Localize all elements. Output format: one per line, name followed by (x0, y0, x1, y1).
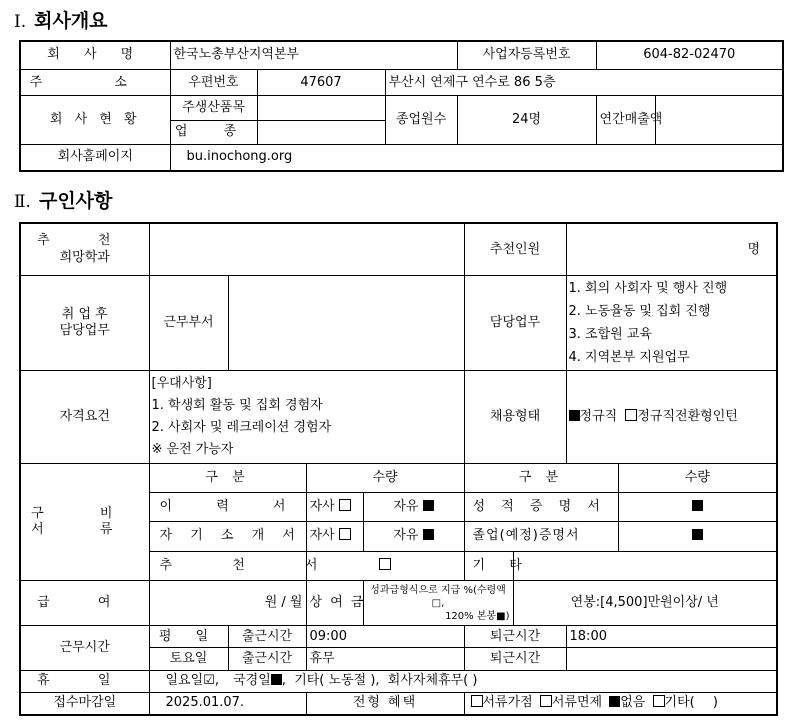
doc-resume-form-free[interactable] (363, 492, 464, 521)
industry-value[interactable] (257, 120, 385, 144)
revenue-value[interactable] (655, 96, 783, 145)
duty-item: 4. 지역본부 지원업무 (568, 350, 690, 366)
recommend-dept-label-line1: 추 천 (37, 233, 133, 249)
documents-label-line1: 구 비 (31, 506, 139, 522)
company-name-label: 회 사 명 (20, 41, 170, 69)
screening-option-none: 없음 (620, 695, 646, 711)
qualification-label: 자격요건 (20, 370, 149, 464)
section-1-number: Ⅰ. (14, 12, 27, 32)
job-duty-label-line1: 취 업 후 (61, 306, 108, 322)
postal-label: 우편번호 (170, 69, 257, 95)
checkbox-checked-icon[interactable] (609, 696, 620, 707)
doc-intro-form-free[interactable] (363, 522, 464, 551)
docs-header-division-right: 구 분 (464, 464, 618, 492)
bonus-note[interactable] (363, 581, 513, 626)
deadline-label: 접수마감일 (20, 693, 149, 715)
form-company-label: 자사 (309, 498, 335, 514)
recommend-count-unit[interactable]: 명 (566, 223, 777, 276)
bonus-label: 상 여 금 (306, 581, 363, 626)
documents-label (20, 464, 149, 581)
duty-item: 1. 회의 사회자 및 행사 진행 (568, 281, 728, 297)
doc-graduation-qty[interactable] (618, 522, 777, 551)
holiday-label: 휴 일 (20, 670, 149, 692)
duty-label: 담당업무 (464, 276, 566, 371)
doc-graduation-label: 졸업(예정)증명서 (464, 522, 618, 551)
screening-option-bonus: 서류가점 (482, 695, 533, 711)
section-2-number: Ⅱ. (14, 192, 31, 212)
dept-label: 근무부서 (149, 276, 228, 371)
checkbox-empty-icon[interactable] (625, 409, 637, 421)
checkbox-checked-icon[interactable] (423, 500, 434, 511)
employ-type-label: 채용형태 (464, 370, 566, 464)
screening-options (464, 693, 777, 715)
doc-recommend-label: 추 천 서 (149, 551, 306, 580)
checkbox-empty-icon[interactable] (471, 695, 483, 707)
screening-label: 전형 혜택 (306, 693, 464, 715)
doc-etc-label: 기 타 (464, 551, 513, 580)
duty-item: 2. 노동율동 및 집회 진행 (568, 304, 711, 320)
doc-transcript-label: 성 적 증 명 서 (464, 492, 618, 521)
saturday-end-value[interactable] (566, 648, 777, 670)
industry-label: 업 종 (170, 120, 257, 144)
saturday-start-value[interactable]: 휴무 (306, 648, 464, 670)
qualification-item: [우대사항] (151, 376, 212, 392)
section-1-title: 회사개요 (34, 10, 108, 32)
checkbox-empty-icon[interactable] (339, 528, 351, 540)
doc-intro-form-company[interactable] (306, 522, 363, 551)
main-product-label: 주생산품목 (170, 96, 257, 120)
employees-label: 종업원수 (385, 96, 457, 145)
duty-item: 3. 조합원 교육 (568, 327, 652, 343)
bonus-note-line2: 120% 본봉■) (445, 610, 510, 622)
checkbox-empty-icon[interactable] (379, 558, 391, 570)
recommend-dept-value[interactable] (149, 223, 464, 276)
salary-label: 급 여 (20, 581, 149, 626)
doc-resume-form-company[interactable] (306, 492, 363, 521)
docs-header-division-left: 구 분 (149, 464, 306, 492)
job-requirements-table (19, 222, 778, 716)
address-label: 주 소 (20, 69, 170, 95)
weekday-label: 평 일 (149, 625, 228, 647)
biz-reg-label: 사업자등록번호 (457, 41, 596, 69)
holiday-national: 국경일 (233, 673, 271, 689)
homepage-value[interactable]: bu.inochong.org (170, 145, 783, 171)
weekday-end-label: 퇴근시간 (464, 625, 566, 647)
status-label: 회 사 현 황 (20, 96, 170, 145)
worktime-label: 근무시간 (20, 625, 149, 670)
weekday-end-value[interactable]: 18:00 (566, 625, 777, 647)
documents-label-line2: 서 류 (31, 522, 139, 538)
employ-type-option-regular: 정규직 (579, 409, 618, 425)
weekday-start-value[interactable]: 09:00 (306, 625, 464, 647)
doc-intro-label: 자 기 소 개 서 (149, 522, 306, 551)
doc-etc-value[interactable] (513, 551, 777, 580)
address-value[interactable]: 부산시 연제구 연수로 86 5층 (385, 69, 783, 95)
checkbox-empty-icon[interactable] (540, 695, 552, 707)
docs-header-qty-left: 수량 (306, 464, 464, 492)
bonus-note-line1: 성과급형식으로 지급 %(수령액□, (370, 584, 506, 609)
saturday-label: 토요일 (149, 648, 228, 670)
screening-option-exempt: 서류면제 (551, 695, 603, 711)
qualification-item: ※ 운전 가능자 (151, 442, 234, 458)
revenue-label: 연간매출액 (596, 96, 655, 145)
doc-transcript-qty[interactable] (618, 492, 777, 521)
company-overview-table (19, 40, 784, 172)
section-2-heading (14, 186, 112, 213)
employ-type-option-intern: 정규직전환형인턴 (637, 409, 738, 425)
form-free-label: 자유 (393, 498, 419, 514)
section-1-heading (14, 6, 108, 33)
main-product-value[interactable] (257, 96, 385, 120)
holiday-sunday: 일요일☑, (165, 673, 219, 689)
doc-resume-label: 이 력 서 (149, 492, 306, 521)
screening-option-etc-close: ) (712, 695, 718, 711)
job-duty-label (20, 276, 149, 371)
recommend-count-label: 추천인원 (464, 223, 566, 276)
homepage-label: 회사홈페이지 (20, 145, 170, 171)
checkbox-checked-icon[interactable] (692, 529, 703, 540)
checkbox-checked-icon[interactable] (569, 410, 580, 421)
duty-list[interactable] (566, 276, 777, 371)
recommend-dept-label (20, 223, 149, 276)
docs-header-qty-right: 수량 (618, 464, 777, 492)
checkbox-empty-icon[interactable] (653, 695, 665, 707)
postal-value[interactable]: 47607 (257, 69, 385, 95)
checkbox-checked-icon[interactable] (692, 500, 703, 511)
biz-reg-value[interactable]: 604-82-02470 (596, 41, 783, 69)
screening-option-etc: 기타( (664, 695, 695, 711)
section-2-title: 구인사항 (38, 190, 113, 212)
weekday-start-label: 출근시간 (228, 625, 306, 647)
holiday-value[interactable] (149, 670, 777, 692)
checkbox-checked-icon[interactable] (271, 674, 282, 685)
employ-type-options (566, 370, 777, 464)
job-duty-label-line2: 담당업무 (59, 323, 110, 339)
qualification-list[interactable] (149, 370, 464, 464)
qualification-item: 2. 사회자 및 레크레이션 경험자 (151, 420, 332, 436)
saturday-end-label: 퇴근시간 (464, 648, 566, 670)
salary-value[interactable]: 원 / 월 (149, 581, 306, 626)
checkbox-checked-icon[interactable] (423, 529, 434, 540)
saturday-start-label: 출근시간 (228, 648, 306, 670)
form-free-label: 자유 (393, 528, 419, 544)
deadline-value[interactable]: 2025.01.07. (149, 693, 306, 715)
holiday-etc: , 기타( 노동절 ), 회사자체휴무( ) (281, 673, 478, 689)
dept-value[interactable] (228, 276, 464, 371)
recommend-dept-label-line2: 희망학과 (59, 249, 110, 265)
company-name-value[interactable]: 한국노총부산지역본부 (170, 41, 457, 69)
employees-value[interactable]: 24명 (457, 96, 596, 145)
checkbox-empty-icon[interactable] (339, 499, 351, 511)
form-company-label: 자사 (309, 528, 335, 544)
qualification-item: 1. 학생회 활동 및 집회 경험자 (151, 398, 323, 414)
annual-salary-value[interactable]: 연봉:[4,500]만원이상/ 년 (513, 581, 777, 626)
